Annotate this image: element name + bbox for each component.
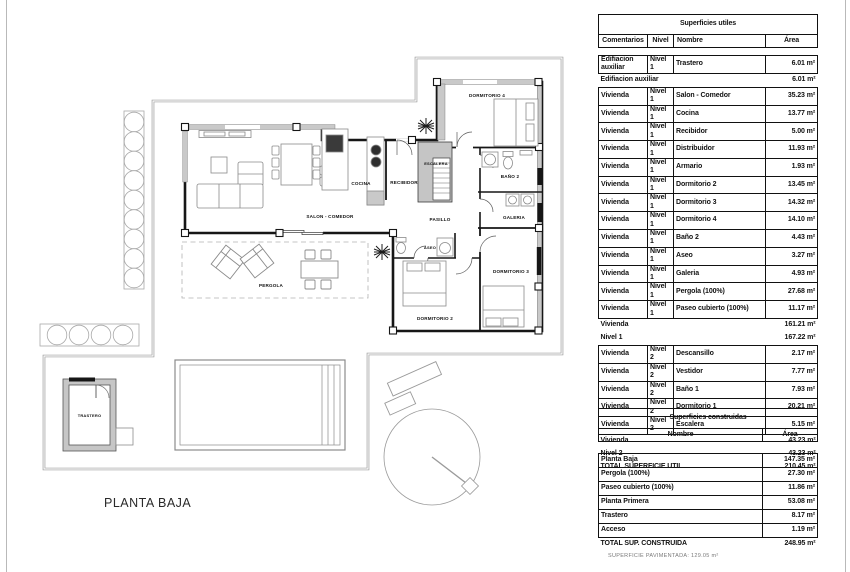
- table-cell: 147.35 m²: [763, 454, 818, 468]
- table-cell: Armario: [674, 158, 766, 176]
- table-cell: 20.21 m²: [766, 399, 818, 417]
- summary-row: [599, 332, 818, 346]
- table-cell: Vivienda: [599, 283, 648, 301]
- room-label-escalera: ESCALERA: [424, 161, 448, 166]
- table-cell: Vivienda: [599, 176, 648, 194]
- table-row: [599, 56, 818, 74]
- table-cell: Vivienda: [599, 301, 648, 319]
- room-label-dormitorio2: DORMITORIO 2: [416, 316, 454, 321]
- summary-label: Vivienda: [600, 321, 629, 329]
- summary-value: 43.23 m²: [788, 437, 816, 445]
- table-row: [599, 212, 818, 230]
- table-header-row: [599, 35, 818, 48]
- table-row: [599, 105, 818, 123]
- table-row: [599, 141, 818, 159]
- room-label-salon: SALON - COMEDOR: [306, 214, 354, 219]
- table-cell: 4.43 m²: [766, 230, 818, 248]
- hedge-vertical: [124, 111, 144, 289]
- paved-surface-note: SUPERFICIE PAVIMENTADA: 129.05 m²: [608, 553, 719, 559]
- table-cell: Paseo cubierto (100%): [599, 482, 763, 496]
- column-header: Nivel: [648, 35, 674, 48]
- table-cell: Vivienda: [599, 363, 648, 381]
- table-cell: 8.17 m²: [763, 510, 818, 524]
- summary-row: [599, 538, 818, 552]
- table-cell: 5.15 m²: [766, 417, 818, 435]
- sheet-border-right: [845, 0, 846, 572]
- summary-label: Nivel 2: [600, 450, 623, 458]
- table-cell: Nivel 1: [648, 123, 674, 141]
- table-cell: Nivel 1: [648, 87, 674, 105]
- table-cell: Nivel 2: [648, 417, 674, 435]
- table-row: [599, 176, 818, 194]
- table-cell: Pergola (100%): [674, 283, 766, 301]
- table-cell: 14.10 m²: [766, 212, 818, 230]
- table-cell: Nivel 1: [648, 158, 674, 176]
- column-header: Área: [766, 35, 818, 48]
- summary-row: [599, 73, 818, 87]
- table-cell: Recibidor: [674, 123, 766, 141]
- table-cell: 14.32 m²: [766, 194, 818, 212]
- table-cell: Vivienda: [599, 381, 648, 399]
- table-cell: Nivel 1: [648, 212, 674, 230]
- table-row: [599, 454, 818, 468]
- summary-row: [599, 318, 818, 332]
- window-frames-right: [537, 168, 542, 275]
- hedge-horizontal: [40, 324, 139, 346]
- column-header: Nombre: [674, 35, 766, 48]
- table-cell: 13.77 m²: [766, 105, 818, 123]
- table-cell: Acceso: [599, 524, 763, 538]
- column-header: Nombre: [599, 429, 763, 442]
- table-cell: Nivel 2: [648, 345, 674, 363]
- table-cell: 13.45 m²: [766, 176, 818, 194]
- table-row: [599, 345, 818, 363]
- table-cell: Vivienda: [599, 345, 648, 363]
- table-cell: Salon - Comedor: [674, 87, 766, 105]
- table-cell: 4.93 m²: [766, 265, 818, 283]
- room-label-dormitorio4: DORMITORIO 4: [468, 93, 506, 98]
- table-row: [599, 510, 818, 524]
- table-cell: Nivel 1: [648, 176, 674, 194]
- table-cell: Escalera: [674, 417, 766, 435]
- staircase: [418, 142, 452, 202]
- table-row: [599, 524, 818, 538]
- table-row: [599, 468, 818, 482]
- column-header: Área: [763, 429, 818, 442]
- superficies-construidas-table: [598, 408, 818, 551]
- table-row: [599, 247, 818, 265]
- table-cell: 11.86 m²: [763, 482, 818, 496]
- table-title: Superficies utiles: [599, 15, 818, 35]
- table-cell: 35.23 m²: [766, 87, 818, 105]
- table-cell: Planta Baja: [599, 454, 763, 468]
- room-label-galeria: GALERIA: [502, 215, 526, 220]
- table-cell: Vivienda: [599, 194, 648, 212]
- table-cell: 11.93 m²: [766, 141, 818, 159]
- table-cell: Nivel 1: [648, 230, 674, 248]
- table-cell: 27.30 m²: [763, 468, 818, 482]
- summary-value: 210.45 m²: [784, 463, 816, 471]
- table-cell: Vestidor: [674, 363, 766, 381]
- table-cell: Nivel 1: [648, 141, 674, 159]
- table-cell: 3.27 m²: [766, 247, 818, 265]
- summary-value: 161.21 m²: [784, 321, 816, 329]
- table-cell: Nivel 1: [648, 265, 674, 283]
- table-cell: Paseo cubierto (100%): [674, 301, 766, 319]
- pergola-area: [182, 242, 368, 298]
- table-cell: Galeria: [674, 265, 766, 283]
- table-cell: Vivienda: [599, 212, 648, 230]
- table-cell: Nivel 1: [648, 283, 674, 301]
- summary-value: 43.23 m²: [788, 450, 816, 458]
- summary-label: TOTAL SUPERFICIE UTIL: [600, 463, 683, 471]
- table-cell: 5.00 m²: [766, 123, 818, 141]
- table-cell: Aseo: [674, 247, 766, 265]
- room-label-cocina: COCINA: [351, 181, 371, 186]
- column-header: Comentarios: [599, 35, 648, 48]
- table-row: [599, 194, 818, 212]
- table-row: [599, 301, 818, 319]
- room-label-aseo: ASEO: [423, 245, 437, 250]
- table-cell: Planta Primera: [599, 496, 763, 510]
- table-row: [599, 381, 818, 399]
- table-cell: Dormitorio 2: [674, 176, 766, 194]
- table-title: Superficies construidas: [599, 409, 818, 429]
- table-row: [599, 363, 818, 381]
- table-cell: Nivel 2: [648, 381, 674, 399]
- table-cell: Nivel 1: [648, 301, 674, 319]
- summary-label: Vivienda: [600, 437, 629, 445]
- table-cell: 7.77 m²: [766, 363, 818, 381]
- table-cell: Vivienda: [599, 87, 648, 105]
- swimming-pool: [175, 360, 345, 450]
- table-cell: Vivienda: [599, 417, 648, 435]
- table-cell: Dormitorio 1: [674, 399, 766, 417]
- room-label-recibidor: RECIBIDOR: [390, 180, 418, 185]
- table-cell: 7.93 m²: [766, 381, 818, 399]
- table-cell: Dormitorio 4: [674, 212, 766, 230]
- table-row: [599, 87, 818, 105]
- table-cell: Nivel 1: [648, 247, 674, 265]
- table-cell: Vivienda: [599, 158, 648, 176]
- table-cell: Nivel 1: [648, 56, 674, 74]
- table-cell: Vivienda: [599, 230, 648, 248]
- table-cell: Nivel 2: [648, 363, 674, 381]
- table-cell: 1.19 m²: [763, 524, 818, 538]
- table-cell: Pergola (100%): [599, 468, 763, 482]
- table-cell: Nivel 1: [648, 105, 674, 123]
- table-row: [599, 265, 818, 283]
- table-cell: 2.17 m²: [766, 345, 818, 363]
- table-cell: Baño 2: [674, 230, 766, 248]
- table-cell: Descansillo: [674, 345, 766, 363]
- superficies-utiles-table: [598, 14, 818, 474]
- room-label-pergola: PERGOLA: [258, 283, 284, 288]
- table-row: [599, 230, 818, 248]
- table-cell: Vivienda: [599, 105, 648, 123]
- table-cell: Vivienda: [599, 141, 648, 159]
- summary-label: TOTAL SUP. CONSTRUIDA: [600, 540, 687, 548]
- driveway-circle: [384, 362, 480, 505]
- table-cell: Vivienda: [599, 247, 648, 265]
- plan-title: PLANTA BAJA: [104, 496, 192, 510]
- table-cell: Vivienda: [599, 399, 648, 417]
- table-cell: Baño 1: [674, 381, 766, 399]
- table-cell: Trastero: [674, 56, 766, 74]
- table-cell: Dormitorio 3: [674, 194, 766, 212]
- table-cell: 27.68 m²: [766, 283, 818, 301]
- room-label-bano2: BAÑO 2: [500, 174, 520, 179]
- summary-label: Edifiacion auxiliar: [600, 76, 659, 84]
- summary-value: 6.01 m²: [792, 76, 816, 84]
- table-cell: 53.08 m²: [763, 496, 818, 510]
- table-header-row: [599, 429, 818, 442]
- table-cell: 6.01 m²: [766, 56, 818, 74]
- table-row: [599, 158, 818, 176]
- room-label-trastero: TRASTERO: [77, 413, 102, 418]
- room-label-pasillo: PASILLO: [429, 217, 451, 222]
- room-label-dormitorio3: DORMITORIO 3: [492, 269, 530, 274]
- table-row: [599, 496, 818, 510]
- table-cell: Distribuidor: [674, 141, 766, 159]
- summary-value: 167.22 m²: [784, 334, 816, 342]
- table-cell: Vivienda: [599, 123, 648, 141]
- table-cell: Trastero: [599, 510, 763, 524]
- table-row: [599, 283, 818, 301]
- table-row: [599, 123, 818, 141]
- table-cell: Edifiacion auxiliar: [599, 56, 648, 74]
- table-cell: Cocina: [674, 105, 766, 123]
- house: [182, 79, 543, 335]
- table-cell: Nivel 1: [648, 194, 674, 212]
- table-cell: Vivienda: [599, 265, 648, 283]
- table-row: [599, 482, 818, 496]
- summary-label: Nivel 1: [600, 334, 623, 342]
- table-cell: 1.93 m²: [766, 158, 818, 176]
- table-cell: 11.17 m²: [766, 301, 818, 319]
- summary-value: 248.95 m²: [784, 540, 816, 548]
- table-cell: Nivel 2: [648, 399, 674, 417]
